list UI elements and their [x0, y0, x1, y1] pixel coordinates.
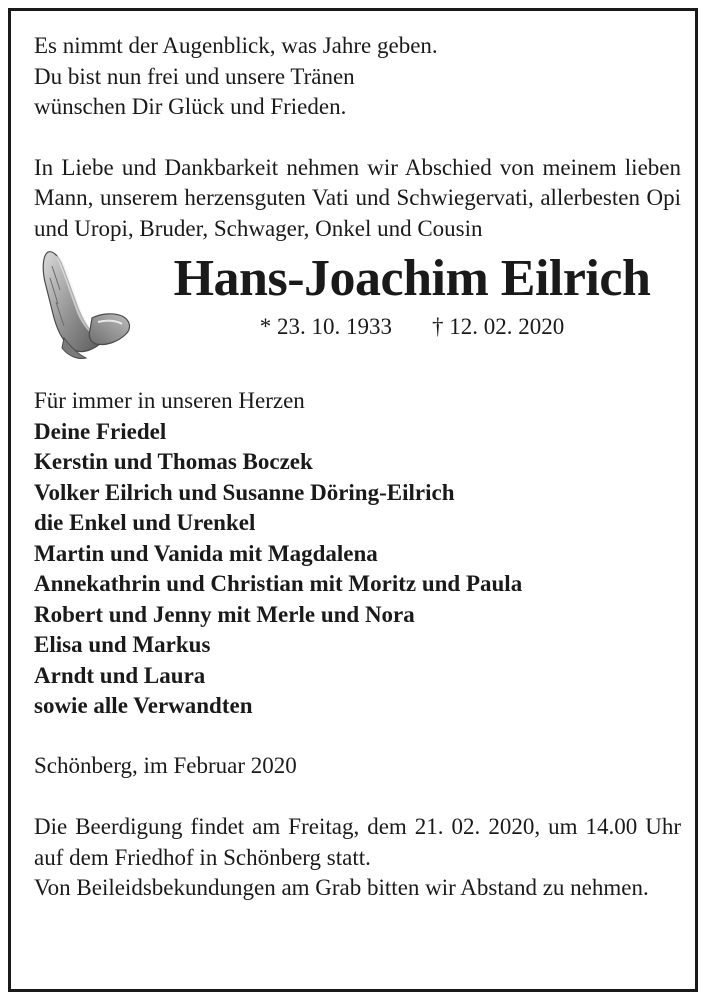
- verse-line-3: wünschen Dir Glück und Frieden.: [34, 94, 347, 119]
- mourners-heading: Für immer in unseren Herzen: [34, 388, 305, 413]
- condolence-note: Von Beileidsbekundungen am Grab bitten wir Abstand zu nehmen.: [34, 875, 649, 900]
- intro-text: In Liebe und Dankbarkeit nehmen wir Abschied von meinem lieben Mann, unserem herzensguten Vati und Schwiegervati, allerbesten Opi und Uropi, Bruder, Schwager, Onkel und Cousin: [34, 154, 681, 241]
- mourner-name: Deine Friedel: [34, 418, 167, 444]
- mourner-name: sowie alle Verwandten: [34, 693, 253, 718]
- mourner-name: Elisa und Markus: [34, 632, 211, 657]
- verse-line-1: Es nimmt der Augenblick, was Jahre geben.: [34, 33, 438, 58]
- death-date: † 12. 02. 2020: [432, 314, 565, 339]
- life-dates: [142, 312, 682, 342]
- place-date: Schönberg, im Februar 2020: [34, 752, 297, 778]
- deceased-name: Hans-Joachim Eilrich: [173, 250, 651, 307]
- mourner-name: Kerstin und Thomas Boczek: [34, 449, 313, 474]
- mourner-name: Annekathrin und Christian mit Moritz und Paula: [34, 571, 523, 596]
- notice-frame: [8, 8, 698, 992]
- birth-date: * 23. 10. 1933: [259, 314, 392, 339]
- funeral-text: Die Beerdigung findet am Freitag, dem 21. 02. 2020, um 14.00 Uhr auf dem Friedhof in Schönberg statt.: [34, 814, 681, 870]
- deceased-block: [34, 246, 681, 386]
- praying-hands-icon: [34, 246, 134, 366]
- mourner-name: Volker Eilrich und Susanne Döring-Eilrich: [34, 479, 455, 505]
- verse: [34, 31, 681, 123]
- mourner-name: Robert und Jenny mit Merle und Nora: [34, 601, 415, 627]
- verse-line-2: Du bist nun frei und unsere Tränen: [34, 63, 355, 89]
- notice-content: [34, 31, 681, 904]
- mourner-name: die Enkel und Urenkel: [34, 510, 256, 535]
- mourner-name: Martin und Vanida mit Magdalena: [34, 540, 378, 566]
- mourners-list: [34, 386, 681, 722]
- mourner-name: Arndt und Laura: [34, 662, 206, 688]
